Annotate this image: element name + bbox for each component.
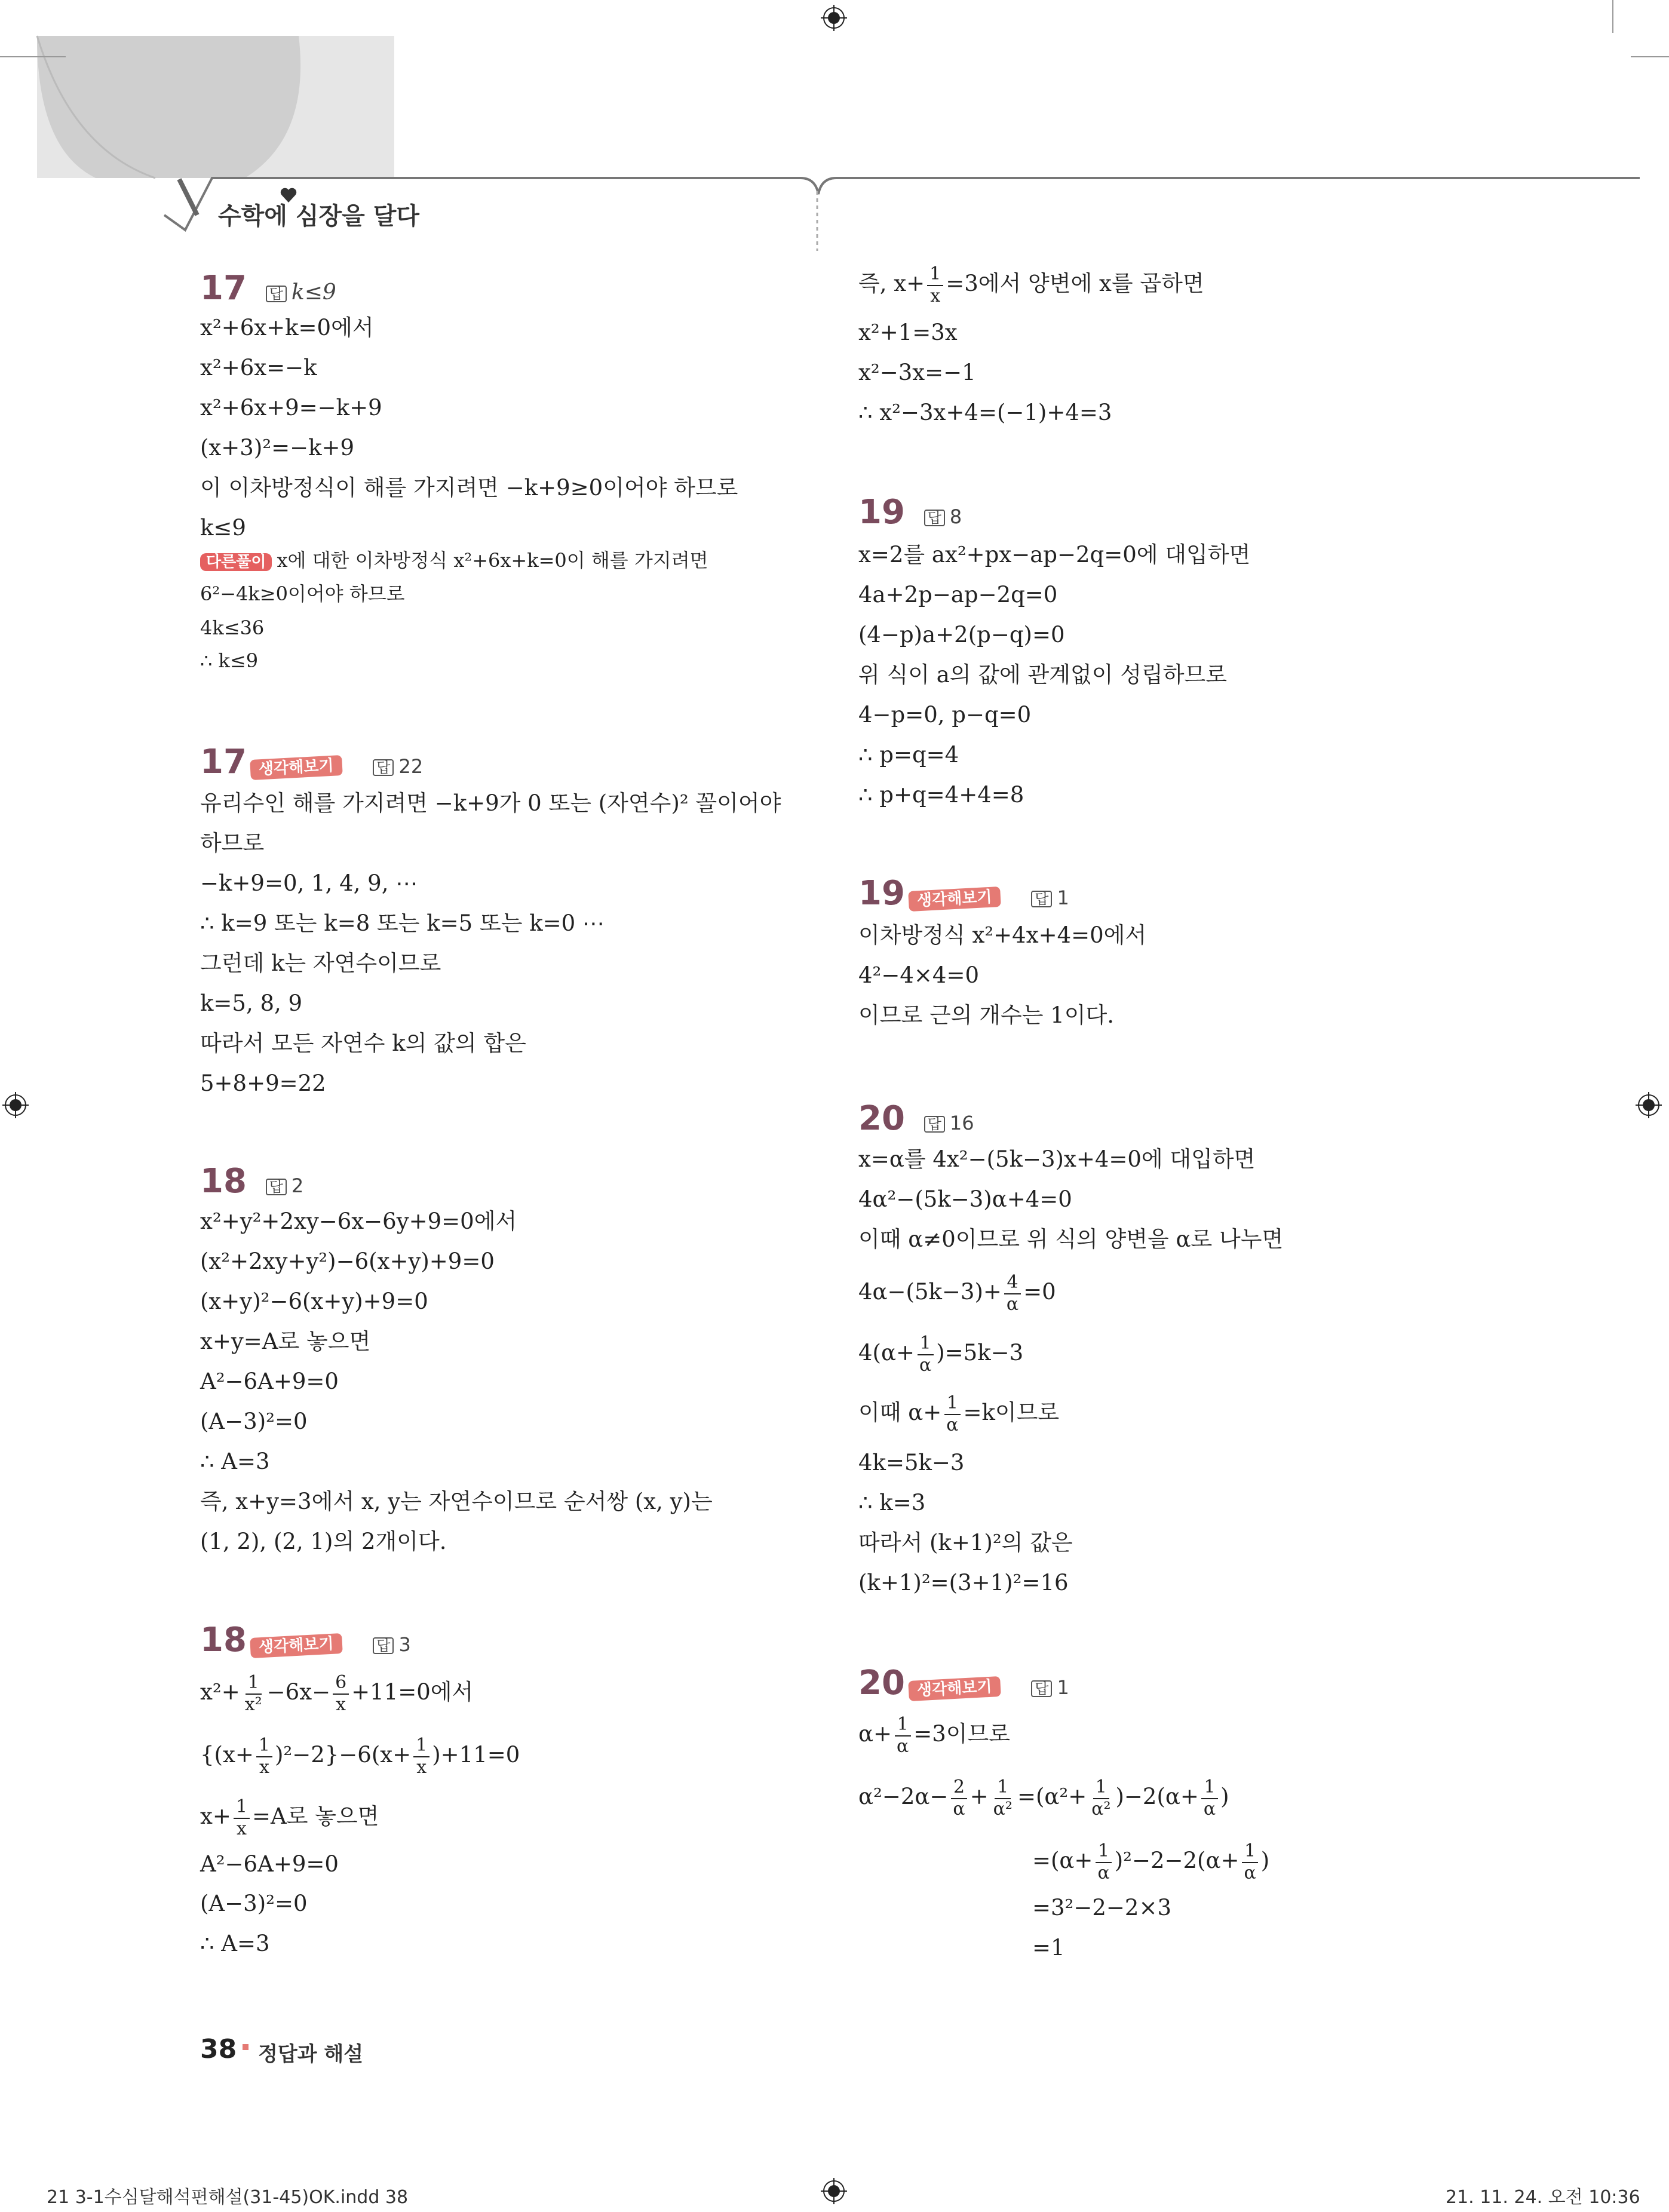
solution-line: 4k=5k−3 — [858, 1450, 965, 1475]
answer-label: 답 — [1031, 1680, 1052, 1697]
solution-line: =1 — [1032, 1935, 1065, 1961]
print-date: 21. 11. 24. 오전 10:36 — [1446, 2187, 1640, 2208]
solution-line: =(α+ $\frac{1}{\alpha}$ )²−2−2(α+ $\frac{1}{\alpha}$ ) — [1032, 1840, 1270, 1883]
solution-line: ∴ A=3 — [200, 1449, 270, 1474]
solution-line: 4²−4×4=0 — [858, 962, 980, 988]
solution-line: =3²−2−2×3 — [1032, 1895, 1172, 1920]
solution-line: 즉, x+y=3에서 x, y는 자연수이므로 순서쌍 (x, y)는 — [200, 1489, 713, 1514]
solution-line: x²−3x=−1 — [858, 360, 976, 385]
answer-label: 답 — [924, 1116, 945, 1133]
answer-value: 22 — [398, 755, 424, 778]
solution-line: x+ $\frac{1}{x}$ =A로 놓으면 — [200, 1796, 379, 1839]
problem-number: 20 — [858, 1099, 905, 1138]
problem-number: 20 — [858, 1664, 905, 1702]
answer-label: 답 — [373, 1637, 394, 1654]
answer-label: 답 — [1031, 891, 1052, 907]
solution-line: x²+ $\frac{1}{\text{x²}}$ −6x− $\frac{6}{x}$ +11=0에서 — [200, 1672, 474, 1715]
page-number: 38 — [200, 2034, 237, 2064]
section-title: 정답과 해설 — [258, 2042, 364, 2066]
solution-line: x²+6x=−k — [200, 355, 317, 381]
solution-line: 따라서 모든 자연수 k의 값의 합은 — [200, 1030, 526, 1056]
solution-line: 4k≤36 — [200, 616, 265, 639]
problem-number: 17 — [200, 743, 247, 781]
solution-line: 4α−(5k−3)+ $\frac{4}{\alpha}$ =0 — [858, 1272, 1056, 1315]
answer-label: 답 — [924, 510, 945, 526]
solution-line: (A−3)²=0 — [200, 1409, 308, 1434]
answer-label: 답 — [266, 1179, 287, 1195]
solution-line: ∴ k=9 또는 k=8 또는 k=5 또는 k=0 ⋯ — [200, 910, 605, 936]
problem-number: 17 — [200, 269, 247, 308]
solution-line: 따라서 (k+1)²의 값은 — [858, 1530, 1073, 1556]
solution-line: (k+1)²=(3+1)²=16 — [858, 1570, 1069, 1596]
solution-line: 5+8+9=22 — [200, 1070, 326, 1096]
solution-line: ∴ A=3 — [200, 1931, 270, 1956]
solution-line: α+ $\frac{1}{\alpha}$ =3이므로 — [858, 1714, 1011, 1757]
brand-title: 수학에 심장을 달다 — [218, 203, 419, 230]
solution-line: 4a+2p−ap−2q=0 — [858, 582, 1058, 608]
solution-line: 4−p=0, p−q=0 — [858, 702, 1032, 728]
answer-value: 16 — [949, 1112, 974, 1134]
think-badge: 생각해보기 — [908, 1676, 1001, 1701]
solution-line: (1, 2), (2, 1)의 2개이다. — [200, 1529, 447, 1554]
answer-label: 답 — [373, 759, 394, 776]
solution-line: ∴ x²−3x+4=(−1)+4=3 — [858, 400, 1112, 425]
solution-line: ∴ k≤9 — [200, 649, 259, 672]
answer-value: 1 — [1057, 886, 1069, 909]
heart-icon — [280, 186, 297, 204]
solution-line: 이므로 근의 개수는 1이다. — [858, 1002, 1115, 1028]
solution-line: ∴ p+q=4+4=8 — [858, 782, 1024, 808]
problem-number: 19 — [858, 874, 905, 913]
solution-line: x=α를 4x²−(5k−3)x+4=0에 대입하면 — [858, 1146, 1256, 1172]
registration-mark-icon — [821, 5, 847, 31]
bullet-icon — [243, 2044, 248, 2050]
solution-line: 위 식이 a의 값에 관계없이 성립하므로 — [858, 662, 1227, 688]
solution-line: x=2를 ax²+px−ap−2q=0에 대입하면 — [858, 542, 1251, 567]
solution-line: x에 대한 이차방정식 x²+6x+k=0이 해를 가지려면 — [277, 549, 708, 572]
solution-line: α²−2α− $\frac{2}{\alpha}$ + $\frac{1}{\text{α²}}$ =(α²+ $\frac{1}{\text{α²}}$ )−2(α+ $\frac{1}{\alpha}$ ) — [858, 1777, 1229, 1820]
solution-line: ∴ p=q=4 — [858, 742, 959, 768]
problem-number: 19 — [858, 493, 905, 532]
solution-line: 그런데 k는 자연수이므로 — [200, 950, 441, 976]
solution-line: 이때 α≠0이므로 위 식의 양변을 α로 나누면 — [858, 1226, 1284, 1252]
solution-line: 이차방정식 x²+4x+4=0에서 — [858, 922, 1147, 948]
solution-line: x²+6x+9=−k+9 — [200, 395, 382, 421]
registration-mark-icon — [1636, 1092, 1662, 1118]
solution-line: 4α²−(5k−3)α+4=0 — [858, 1186, 1072, 1212]
solution-line: A²−6A+9=0 — [200, 1851, 339, 1877]
problem-number: 18 — [200, 1162, 247, 1201]
solution-line: (x+y)²−6(x+y)+9=0 — [200, 1288, 428, 1314]
alt-solution-badge: 다른풀이 — [200, 553, 272, 571]
solution-line: x²+y²+2xy−6x−6y+9=0에서 — [200, 1208, 517, 1234]
think-badge: 생각해보기 — [908, 886, 1001, 912]
solution-line: (x+3)²=−k+9 — [200, 435, 355, 461]
solution-line: {(x+ $\frac{1}{x}$ )²−2}−6(x+ $\frac{1}{x}$ )+11=0 — [200, 1735, 520, 1778]
answer-value: 3 — [398, 1633, 411, 1656]
think-badge: 생각해보기 — [250, 1633, 342, 1658]
solution-line: (4−p)a+2(p−q)=0 — [858, 622, 1065, 648]
answer-value: k≤9 — [291, 280, 336, 305]
think-badge: 생각해보기 — [250, 755, 342, 780]
answer-value: 8 — [949, 505, 962, 528]
registration-mark-icon — [821, 2178, 847, 2204]
solution-line: 4(α+ $\frac{1}{\alpha}$ )=5k−3 — [858, 1333, 1024, 1376]
solution-line: (x²+2xy+y²)−6(x+y)+9=0 — [200, 1248, 495, 1274]
solution-line: 즉, x+ $\frac{1}{x}$ =3에서 양변에 x를 곱하면 — [858, 263, 1204, 306]
solution-line: 이 이차방정식이 해를 가지려면 −k+9≥0이어야 하므로 — [200, 475, 738, 501]
solution-line: −k+9=0, 1, 4, 9, ⋯ — [200, 870, 418, 896]
solution-line: x+y=A로 놓으면 — [200, 1329, 371, 1354]
answer-label: 답 — [266, 286, 287, 302]
solution-line: x²+6x+k=0에서 — [200, 315, 374, 340]
solution-line: x²+1=3x — [858, 320, 958, 345]
solution-line: ∴ k=3 — [858, 1490, 926, 1515]
answer-value: 1 — [1057, 1676, 1069, 1699]
answer-value: 2 — [291, 1174, 304, 1197]
solution-line: 6²−4k≥0이어야 하므로 — [200, 582, 405, 605]
solution-line: A²−6A+9=0 — [200, 1369, 339, 1394]
solution-line: 하므로 — [200, 830, 265, 856]
registration-mark-icon — [2, 1092, 29, 1118]
problem-number: 18 — [200, 1621, 247, 1659]
solution-line: k=5, 8, 9 — [200, 990, 303, 1016]
solution-line: (A−3)²=0 — [200, 1891, 308, 1916]
solution-line: 유리수인 해를 가지려면 −k+9가 0 또는 (자연수)² 꼴이어야 — [200, 790, 781, 816]
solution-line: 이때 α+ $\frac{1}{\alpha}$ =k이므로 — [858, 1392, 1060, 1435]
solution-line: k≤9 — [200, 515, 246, 541]
file-name: 21 3-1수심달해석편해설(31-45)OK.indd 38 — [47, 2187, 409, 2208]
